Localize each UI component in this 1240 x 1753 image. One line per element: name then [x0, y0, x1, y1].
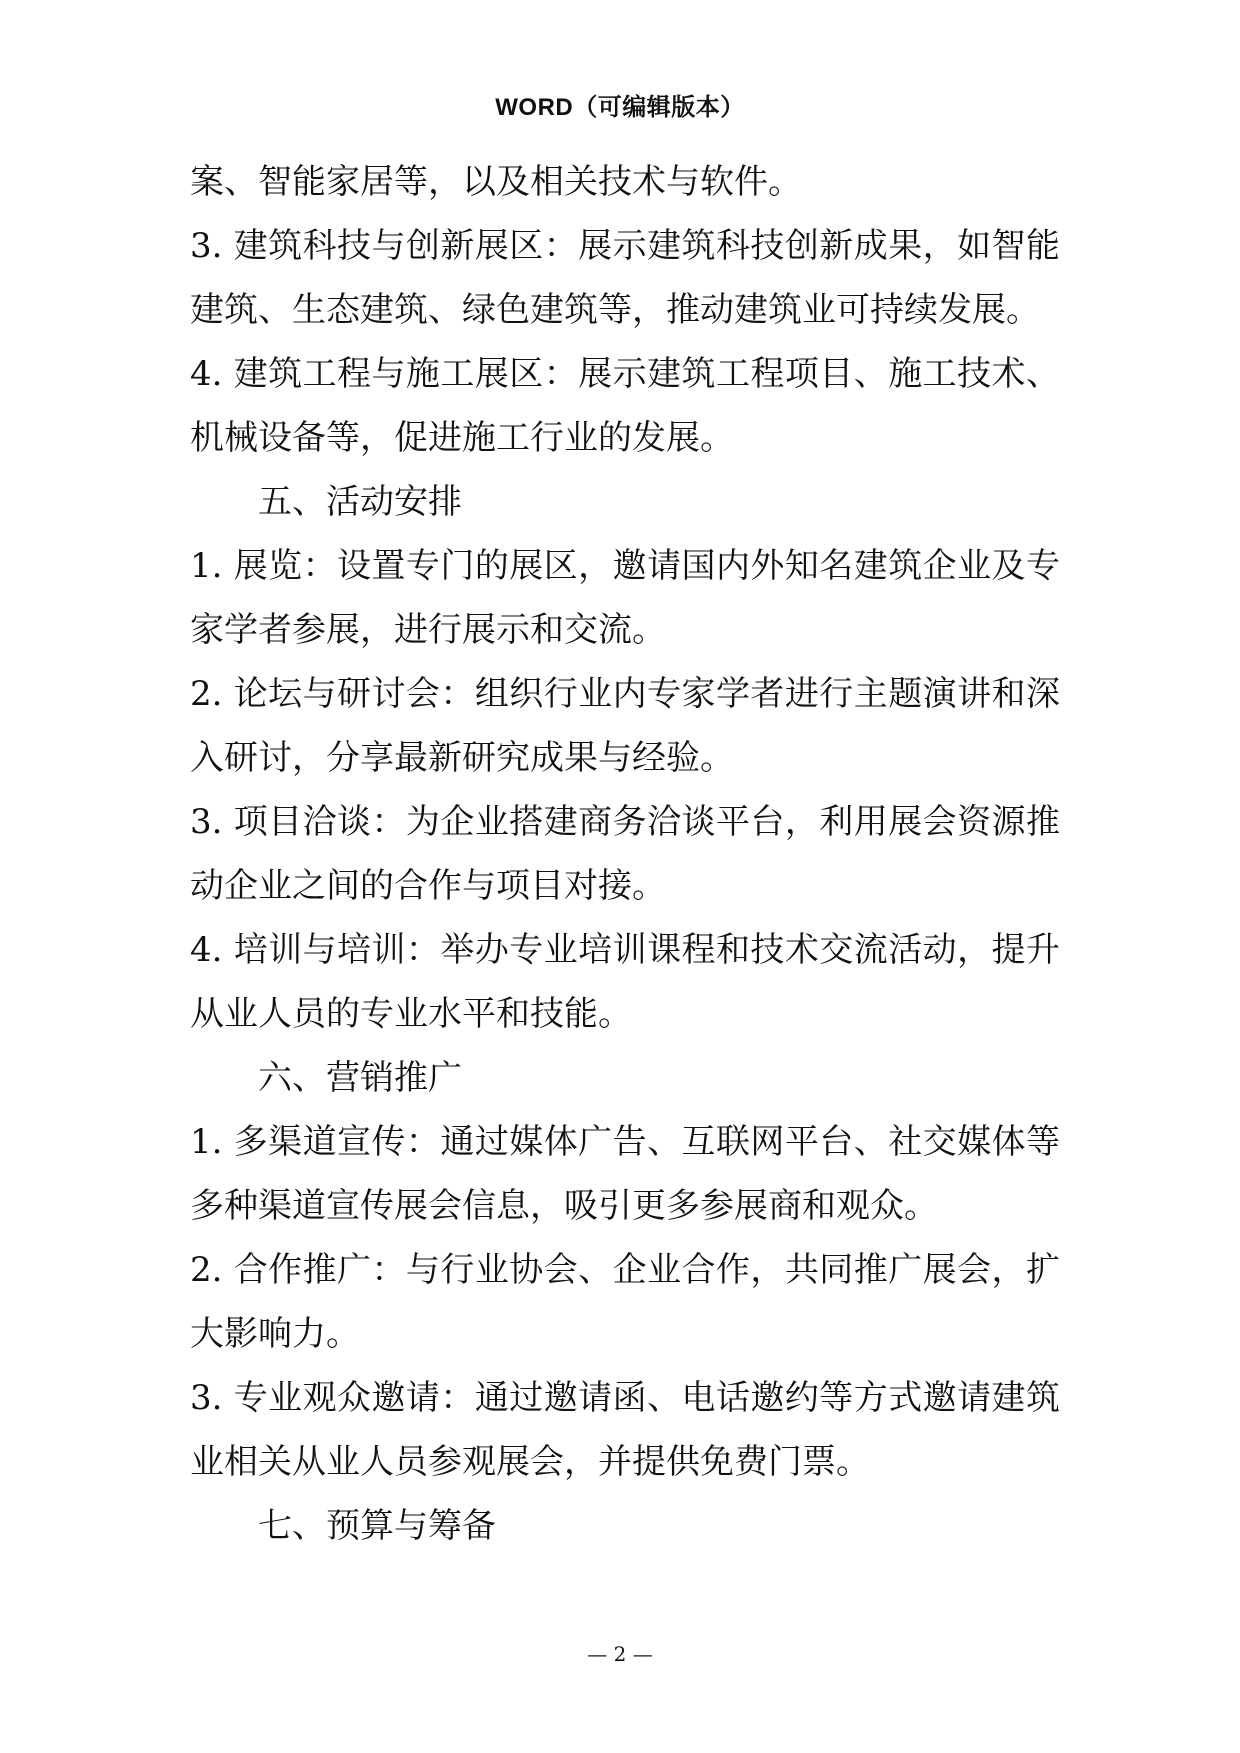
- paragraph-continuation: 案、智能家居等，以及相关技术与软件。: [190, 162, 802, 202]
- list-item-exhibit-zone-3: 3. 建筑科技与创新展区：展示建筑科技创新成果，如智能建筑、生态建筑、绿色建筑等，推动建筑业可持续发展。: [190, 226, 1060, 330]
- list-item-activity-4: 4. 培训与培训：举办专业培训课程和技术交流活动，提升从业人员的专业水平和技能。: [190, 930, 1060, 1034]
- list-item-marketing-2: 2. 合作推广：与行业协会、企业合作，共同推广展会，扩大影响力。: [190, 1250, 1060, 1354]
- list-item-activity-3: 3. 项目洽谈：为企业搭建商务洽谈平台，利用展会资源推动企业之间的合作与项目对接。: [190, 802, 1060, 906]
- page-number: — 2 —: [587, 1642, 653, 1666]
- section-heading-activities: 五、活动安排: [258, 482, 462, 522]
- list-item-marketing-1: 1. 多渠道宣传：通过媒体广告、互联网平台、社交媒体等多种渠道宣传展会信息，吸引更多参展商和观众。: [190, 1122, 1060, 1226]
- page-header-title: WORD（可编辑版本）: [495, 94, 745, 121]
- list-item-exhibit-zone-4: 4. 建筑工程与施工展区：展示建筑工程项目、施工技术、机械设备等，促进施工行业的发展。: [190, 354, 1060, 458]
- list-item-activity-2: 2. 论坛与研讨会：组织行业内专家学者进行主题演讲和深入研讨，分享最新研究成果与经验。: [190, 674, 1060, 778]
- list-item-activity-1: 1. 展览：设置专门的展区，邀请国内外知名建筑企业及专家学者参展，进行展示和交流。: [190, 546, 1060, 650]
- list-item-marketing-3: 3. 专业观众邀请：通过邀请函、电话邀约等方式邀请建筑业相关从业人员参观展会，并提供免费门票。: [190, 1378, 1060, 1482]
- section-heading-marketing: 六、营销推广: [258, 1058, 462, 1098]
- section-heading-budget: 七、预算与筹备: [258, 1506, 496, 1546]
- document-body: [190, 150, 1060, 1558]
